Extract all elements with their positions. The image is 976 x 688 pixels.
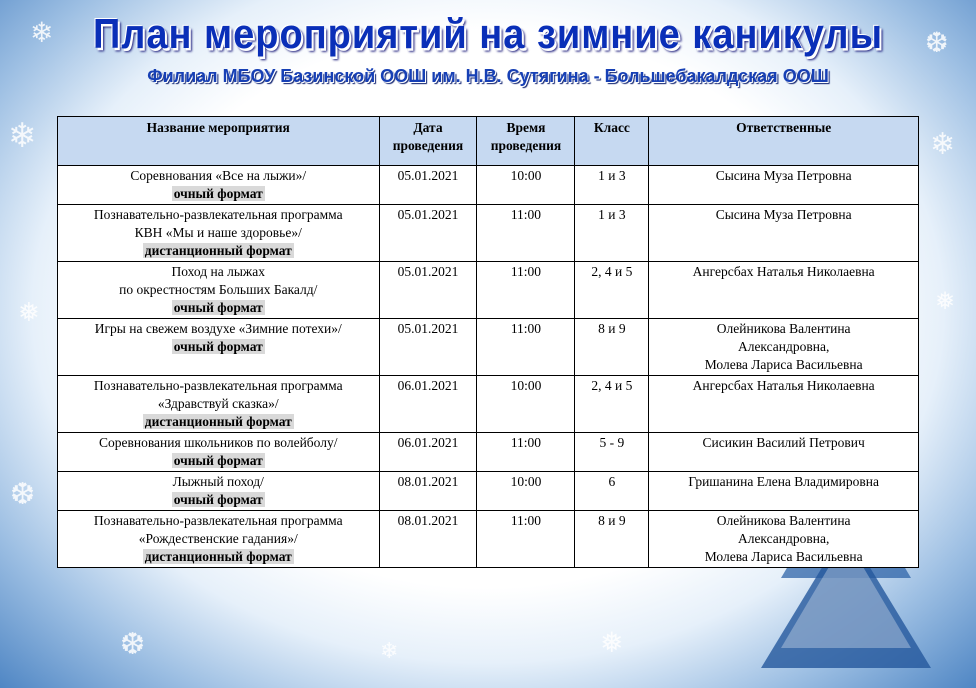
cell-grade: 2, 4 и 5 [575,376,649,433]
cell-responsible [649,262,919,319]
page-title: План мероприятий на зимние каникулы [92,11,884,59]
table-row [58,166,919,205]
cell-time: 10:00 [477,166,575,205]
event-name-line: «Здравствуй сказка»/ [157,396,279,411]
event-name-line: «Рождественские гадания»/ [138,531,298,546]
cell-date: 05.01.2021 [379,205,477,262]
table-body [58,166,919,568]
responsible-line: Сысина Муза Петровна [715,168,852,183]
table-row [58,319,919,376]
responsible-line: Олейникова Валентина [716,321,851,336]
responsible-line: Александровна, [737,339,830,354]
cell-responsible [649,205,919,262]
table-row [58,433,919,472]
cell-date: 05.01.2021 [379,319,477,376]
event-format: очный формат [173,186,263,201]
cell-date: 06.01.2021 [379,376,477,433]
header-responsible: Ответственные [649,117,919,166]
cell-responsible [649,166,919,205]
snowflake-icon: ❆ [925,28,949,59]
cell-time: 11:00 [477,205,575,262]
event-format: очный формат [173,300,263,315]
table-row [58,262,919,319]
cell-time: 11:00 [477,319,575,376]
table-row [58,511,919,568]
event-name-line: КВН «Мы и наше здоровье»/ [134,225,302,240]
table-header-row [58,117,919,166]
event-format: очный формат [173,492,263,507]
responsible-line: Молева Лариса Васильевна [704,549,863,564]
cell-grade: 1 и 3 [575,205,649,262]
cell-responsible [649,433,919,472]
cell-responsible [649,511,919,568]
cell-event-name [58,319,380,376]
snowflake-icon: ❄ [930,128,956,161]
cell-event-name [58,472,380,511]
event-format: очный формат [173,339,263,354]
table-row [58,472,919,511]
header-name: Название мероприятия [58,117,380,166]
events-table [57,116,919,568]
cell-event-name [58,433,380,472]
snowflake-icon: ❆ [120,628,146,661]
snowflake-icon: ❄ [8,118,37,155]
cell-event-name [58,205,380,262]
event-format: дистанционный формат [144,414,292,429]
cell-grade: 1 и 3 [575,166,649,205]
table-row [58,376,919,433]
cell-responsible [649,376,919,433]
event-name-line: Познавательно-развлекательная программа [93,378,343,393]
cell-responsible [649,319,919,376]
responsible-line: Сисикин Василий Петрович [702,435,865,450]
snowflake-icon: ❅ [935,289,956,315]
cell-time: 11:00 [477,262,575,319]
cell-grade: 2, 4 и 5 [575,262,649,319]
event-name-line: Соревнования школьников по волейболу/ [99,435,338,450]
cell-event-name [58,166,380,205]
event-name-line: Познавательно-развлекательная программа [93,513,343,528]
event-name-line: Познавательно-развлекательная программа [93,207,343,222]
cell-time: 11:00 [477,511,575,568]
snowflake-icon: ❄ [30,18,54,49]
event-name-line: Лыжный поход/ [172,474,264,489]
cell-grade: 6 [575,472,649,511]
cell-time: 10:00 [477,472,575,511]
cell-time: 10:00 [477,376,575,433]
responsible-line: Ангерсбах Наталья Николаевна [692,264,875,279]
snowflake-icon: ❅ [18,298,40,327]
cell-date: 06.01.2021 [379,433,477,472]
event-format: очный формат [173,453,263,468]
cell-grade: 8 и 9 [575,511,649,568]
header-grade: Класс [575,117,649,166]
cell-grade: 8 и 9 [575,319,649,376]
responsible-line: Молева Лариса Васильевна [704,357,863,372]
event-format: дистанционный формат [144,549,292,564]
event-name-line: Игры на свежем воздухе «Зимние потехи»/ [94,321,342,336]
event-format: дистанционный формат [144,243,292,258]
snowflake-icon: ❄ [380,638,399,663]
cell-event-name [58,262,380,319]
table-row [58,205,919,262]
cell-date: 05.01.2021 [379,262,477,319]
header-time: Время проведения [477,117,575,166]
cell-date: 05.01.2021 [379,166,477,205]
responsible-line: Олейникова Валентина [716,513,851,528]
event-name-line: Соревнования «Все на лыжи»/ [130,168,307,183]
cell-grade: 5 - 9 [575,433,649,472]
cell-event-name [58,376,380,433]
event-name-line: Поход на лыжах [171,264,265,279]
responsible-line: Александровна, [737,531,830,546]
responsible-line: Сысина Муза Петровна [715,207,852,222]
cell-responsible [649,472,919,511]
responsible-line: Ангерсбах Наталья Николаевна [692,378,875,393]
snowflake-icon: ❆ [10,478,36,511]
snowflake-icon: ❅ [600,628,624,659]
header-date: Дата проведения [379,117,477,166]
responsible-line: Гришанина Елена Владимировна [688,474,879,489]
cell-time: 11:00 [477,433,575,472]
page-subtitle: Филиал МБОУ Базинской ООШ им. Н.В. Сутягина - Большебакалдская ООШ [147,66,829,86]
event-name-line: по окрестностям Больших Бакалд/ [119,282,318,297]
cell-date: 08.01.2021 [379,511,477,568]
cell-event-name [58,511,380,568]
cell-date: 08.01.2021 [379,472,477,511]
